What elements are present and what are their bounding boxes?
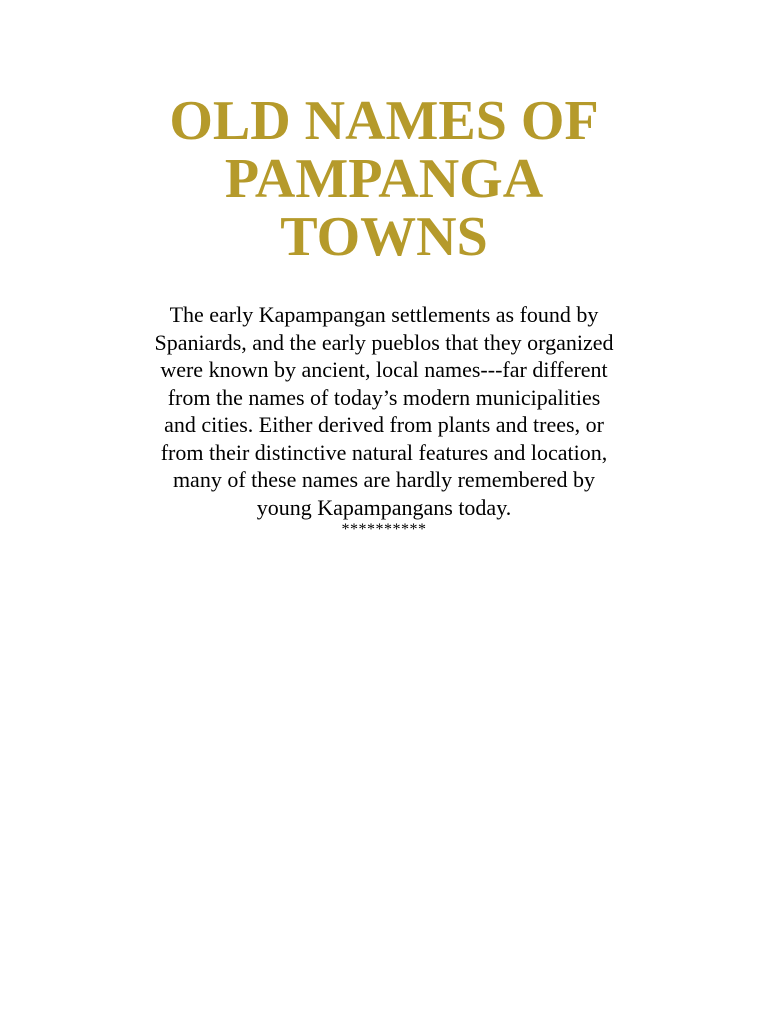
- paragraph-line: The early Kapampangan settlements as found by: [169, 302, 599, 327]
- paragraph-line: were known by ancient, local names---far different: [160, 357, 608, 382]
- paragraph-line: from their distinctive natural features and location,: [160, 439, 608, 465]
- paragraph-line: Spaniards, and the early pueblos that they organized: [154, 329, 614, 355]
- paragraph-line: young Kapampangans today.: [256, 494, 512, 520]
- page-title: [60, 92, 708, 266]
- paragraph-line: and cities. Either derived from plants and trees, or: [164, 412, 604, 437]
- intro-paragraph: [60, 301, 708, 521]
- paragraph-line: from the names of today’s modern municipalities: [167, 384, 601, 410]
- paragraph-line: many of these names are hardly remembered by: [172, 467, 596, 492]
- asterisk-separator: **********: [341, 521, 427, 538]
- title-line: PAMPANGA: [224, 148, 544, 210]
- title-line: OLD NAMES OF: [169, 90, 599, 152]
- title-line: TOWNS: [280, 206, 488, 268]
